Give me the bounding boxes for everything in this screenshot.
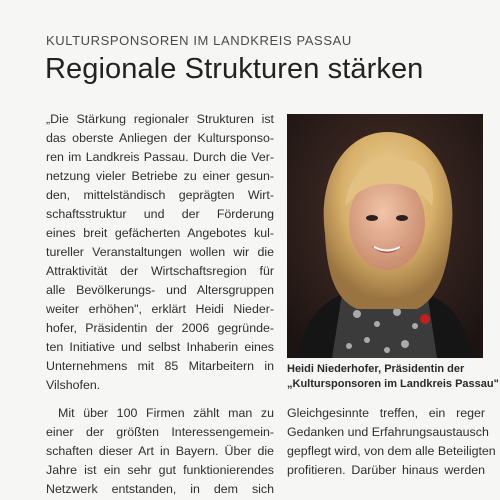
article-column-left xyxy=(46,110,274,499)
body-line: Jahre ist ein sehr gut funktionierendes xyxy=(46,463,274,477)
body-line: Attraktivität der Wirtschaftsregion für xyxy=(46,264,274,278)
body-line: das oberste Anliegen der Kultursponso- xyxy=(46,131,274,145)
body-line: schaftsstruktur und der Förderung xyxy=(46,207,274,221)
body-line: einer der größten Interessengemein- xyxy=(46,425,274,439)
body-line: Mit über 100 Firmen zählt man zu xyxy=(58,406,274,420)
body-line: ren im Landkreis Passau. Durch die Ver- xyxy=(46,150,274,164)
body-line: Unternehmens mit 85 Mitarbeitern in xyxy=(46,359,274,373)
body-line: gepflegt wird, von dem alle Beteiligten xyxy=(287,444,496,458)
caption-line: Heidi Niederhofer, Präsidentin der xyxy=(287,363,465,375)
body-line: Netzwerk entstanden, in dem sich xyxy=(46,482,274,496)
body-line: den, mittelständisch geprägten Wirt- xyxy=(46,188,274,202)
article-headline: Regionale Strukturen stärken xyxy=(45,53,424,85)
body-line: ten Initiative und selbst Inhaberin eines xyxy=(46,340,274,354)
body-line: alle Bevölkerungs- und Altersgruppen xyxy=(46,283,274,297)
body-line: tureller Veranstaltungen wollen wir die xyxy=(46,245,274,259)
portrait-photo xyxy=(287,114,483,358)
body-line: profitieren. Darüber hinaus werden xyxy=(287,463,485,477)
body-line: netzung vieler Betriebe zu einer gesun- xyxy=(46,169,274,183)
body-line: Vilshofen. xyxy=(46,378,101,392)
body-line: hofer, Präsidentin der 2006 gegründe- xyxy=(46,321,274,335)
body-line: Gleichgesinnte treffen, ein reger xyxy=(287,406,485,420)
caption-line: „Kultursponsoren im Landkreis Passau" xyxy=(287,378,499,390)
body-line: „Die Stärkung regionaler Strukturen ist xyxy=(46,112,274,126)
body-line: weiter erhöhen", erklärt Heidi Nieder- xyxy=(46,302,274,316)
body-line: eines breit gefächerten Angebotes kul- xyxy=(46,226,274,240)
body-line: Gedanken und Erfahrungsaustausch xyxy=(287,425,489,439)
article-column-right xyxy=(287,404,496,480)
article-kicker: KULTURSPONSOREN IM LANDKREIS PASSAU xyxy=(46,33,352,48)
photo-caption xyxy=(287,362,499,392)
body-line: schaften dieser Art in Bayern. Über die xyxy=(46,444,274,458)
